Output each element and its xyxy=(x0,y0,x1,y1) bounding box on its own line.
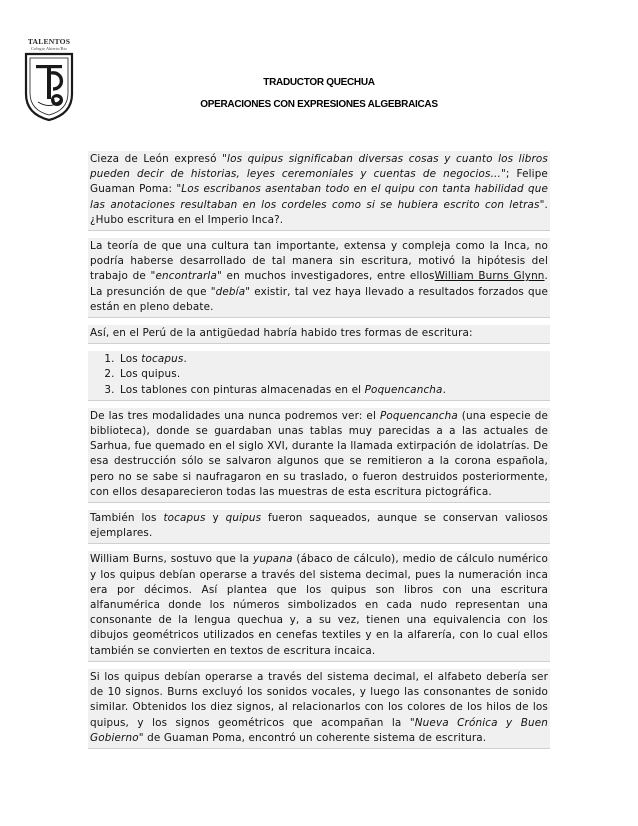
paragraph xyxy=(90,511,548,541)
list-item xyxy=(118,383,548,398)
italic-text: "debía" xyxy=(210,285,251,298)
text-run: (una especie de biblioteca), donde se guardaban unas tablas muy parecidas a a las actuales de Sarhua, fue quemado en el siglo XVI, durante la llamada extirpación de idolatrías. De esa destrucción sólo se salvaron algunos que se remitieron a la corona española, pero no se sabe si naufragaron en su traslado, o fueron destruidos posteriormente, con ellos desaparecieron todas las muestras de esta escritura pictográfica. xyxy=(90,409,548,498)
text-run: . La presunción de que xyxy=(90,270,548,298)
paragraph xyxy=(90,409,548,500)
logo-name: TALENTOS xyxy=(27,37,71,46)
text-run: y xyxy=(205,512,226,525)
list-item xyxy=(118,367,548,382)
list-block xyxy=(88,351,550,401)
text-run: Los quipus. xyxy=(120,368,181,381)
paragraph xyxy=(90,670,548,746)
italic-text: "Los escribanos asentaban todo en el quipu con tanta habilidad que las anotaciones resultaban en los cordeles como si se hubiera escrito con letras" xyxy=(90,183,548,211)
text-run: de Guaman Poma, encontró un coherente sistema de escritura. xyxy=(143,731,487,744)
text-run: . xyxy=(442,383,447,396)
document-body xyxy=(88,151,550,756)
paragraph xyxy=(90,152,548,228)
paragraph-block xyxy=(88,238,550,318)
logo-subtitle: Colegio Abierto/Bio xyxy=(31,46,67,51)
text-run: . xyxy=(183,353,187,366)
italic-text: tocapus xyxy=(141,353,184,366)
paragraph xyxy=(90,239,548,315)
text-run: Si los quipus debían operarse a través del sistema decimal, el alfabeto debería ser de 10 signos. Burns excluyó los sonidos vocales, y luego las consonantes de sonido similar. Obtenidos los diez signos, al relacionarlos con los colores de los hilos de los quipus, y los signos geométricos que acompañan la xyxy=(90,670,548,729)
text-run: existir, tal vez haya llevado a resultados forzados que están en pleno debate. xyxy=(90,285,548,313)
text-run: También los xyxy=(90,512,164,525)
paragraph-block xyxy=(88,408,550,503)
text-run: Los tablones con pinturas almacenadas en el xyxy=(120,383,365,396)
text-run: . ¿Hubo escritura en el Imperio Inca?. xyxy=(90,198,548,226)
text-run: Los xyxy=(120,353,142,366)
text-run: Así, en el Perú de la antigüedad habría habido tres formas de escritura: xyxy=(90,327,473,340)
text-run: De las tres modalidades una nunca podremos ver: el xyxy=(90,409,380,422)
italic-text: quipus xyxy=(225,512,262,525)
paragraph-block xyxy=(88,151,550,231)
document-subtitle: OPERACIONES CON EXPRESIONES ALGEBRAICAS xyxy=(200,99,438,110)
writing-forms-list xyxy=(90,352,548,398)
text-run: en muchos investigadores, entre ellos xyxy=(221,270,435,283)
italic-text: tocapus xyxy=(163,512,206,525)
paragraph-block xyxy=(88,510,550,544)
list-item xyxy=(118,352,548,367)
document-title: TRADUCTOR QUECHUA xyxy=(263,77,375,88)
italic-text: Poquencancha xyxy=(379,409,458,422)
text-run: William Burns, sostuvo que la xyxy=(90,553,254,566)
text-run: La teoría de que una cultura tan importante, extensa y compleja como la Inca, no podría haberse desarrollado de tal manera sin escritura, motivó la hipótesis del trabajo de xyxy=(90,240,548,283)
underlined-text: William Burns Glynn xyxy=(434,270,545,283)
paragraph-block xyxy=(88,669,550,749)
paragraph-block xyxy=(88,551,550,661)
paragraph-block xyxy=(88,325,550,344)
text-run: ; Felipe Guaman Poma: xyxy=(90,168,548,196)
italic-text: "Nueva Crónica y Buen Gobierno" xyxy=(90,716,548,744)
text-run: (ábaco de cálculo), medio de cálculo numérico y los quipus debían operarse a través del sistema decimal, pues la numeración inca era por décimos. Así plantea que los quipus son libros con una escritura alfanumérica donde los números simbolizados en cada nudo representan una consonante de la lengua quechua y, a su vez, tienen una equivalencia con los dibujos geométricos utilizados en cenefas textiles y en la alfarería, con lo cual ellos también se convierten en textos de escritura incaica. xyxy=(90,553,548,657)
italic-text: yupana xyxy=(253,553,293,566)
italic-text: Poquencancha xyxy=(364,383,443,396)
paragraph xyxy=(90,326,548,341)
italic-text: "los quipus significaban diversas cosas y cuanto los libros pueden decir de historias, leyes ceremoniales y cuentas de negocios..." xyxy=(90,153,548,181)
paragraph xyxy=(90,552,548,658)
italic-text: "encontrarla" xyxy=(150,270,222,283)
text-run: fueron saqueados, aunque se conservan valiosos ejemplares. xyxy=(90,512,548,540)
text-run: Cieza de León expresó xyxy=(90,153,223,165)
